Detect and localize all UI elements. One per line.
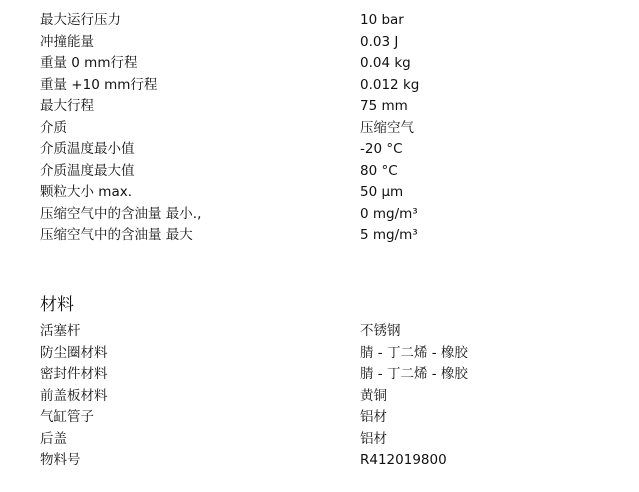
spec-value: 80 °C [360, 162, 398, 179]
material-row-rear-cover [40, 429, 600, 451]
material-value: 铝材 [360, 430, 387, 447]
material-row-part-number [40, 450, 600, 472]
material-value: 黄铜 [360, 387, 387, 404]
spec-value: 5 mg/m³ [360, 227, 418, 243]
material-label: 后盖 [40, 430, 67, 447]
spec-row-weight-10mm [40, 75, 600, 97]
material-label: 活塞杆 [40, 323, 81, 339]
spec-value: 50 µm [360, 184, 404, 200]
material-row-cylinder-tube [40, 407, 600, 429]
specifications-table [40, 10, 600, 247]
spec-label: 重量 0 mm行程 [40, 55, 138, 71]
material-row-seal [40, 364, 600, 386]
spec-value: 75 mm [360, 98, 408, 114]
spec-row-medium [40, 118, 600, 140]
spec-label: 冲撞能量 [40, 33, 94, 50]
spec-row-max-stroke [40, 96, 600, 118]
spec-row-particle-size [40, 182, 600, 204]
material-label: 密封件材料 [40, 366, 108, 382]
spec-label: 介质 [40, 119, 67, 136]
material-row-piston-rod [40, 321, 600, 343]
spec-label: 最大运行压力 [40, 12, 121, 28]
spec-row-medium-temp-max [40, 161, 600, 183]
spec-label: 颗粒大小 max. [40, 184, 132, 200]
materials-table [40, 321, 600, 472]
spec-row-oil-content-min [40, 204, 600, 226]
spec-label: 介质温度最大值 [40, 162, 135, 179]
material-label: 气缸管子 [40, 409, 94, 425]
spec-row-oil-content-max [40, 225, 600, 247]
spec-label: 压缩空气中的含油量 最大 [40, 227, 193, 243]
spec-value: 0 mg/m³ [360, 205, 418, 222]
spec-label: 介质温度最小值 [40, 141, 135, 157]
spec-row-max-operating-pressure [40, 10, 600, 32]
material-value: 腈 - 丁二烯 - 橡胶 [360, 366, 468, 382]
material-value: 不锈钢 [360, 323, 401, 339]
material-label: 前盖板材料 [40, 387, 108, 404]
material-row-front-cover [40, 386, 600, 408]
spec-value: 0.03 J [360, 33, 399, 50]
material-label: 物料号 [40, 452, 81, 468]
spec-label: 最大行程 [40, 98, 94, 114]
spec-value: 0.012 kg [360, 76, 420, 93]
spec-row-weight-0mm [40, 53, 600, 75]
spec-label: 重量 +10 mm行程 [40, 76, 158, 93]
spec-row-impact-energy [40, 32, 600, 54]
materials-section-title: 材料 [40, 295, 74, 315]
material-value: R412019800 [360, 452, 447, 468]
spec-value: 压缩空气 [360, 119, 414, 136]
material-value: 腈 - 丁二烯 - 橡胶 [360, 344, 468, 361]
material-row-wiper-seal [40, 343, 600, 365]
material-value: 铝材 [360, 409, 387, 425]
spec-value: -20 °C [360, 141, 403, 157]
material-label: 防尘圈材料 [40, 344, 108, 361]
spec-row-medium-temp-min [40, 139, 600, 161]
spec-value: 10 bar [360, 12, 404, 28]
spec-label: 压缩空气中的含油量 最小., [40, 205, 202, 222]
spec-value: 0.04 kg [360, 55, 411, 71]
